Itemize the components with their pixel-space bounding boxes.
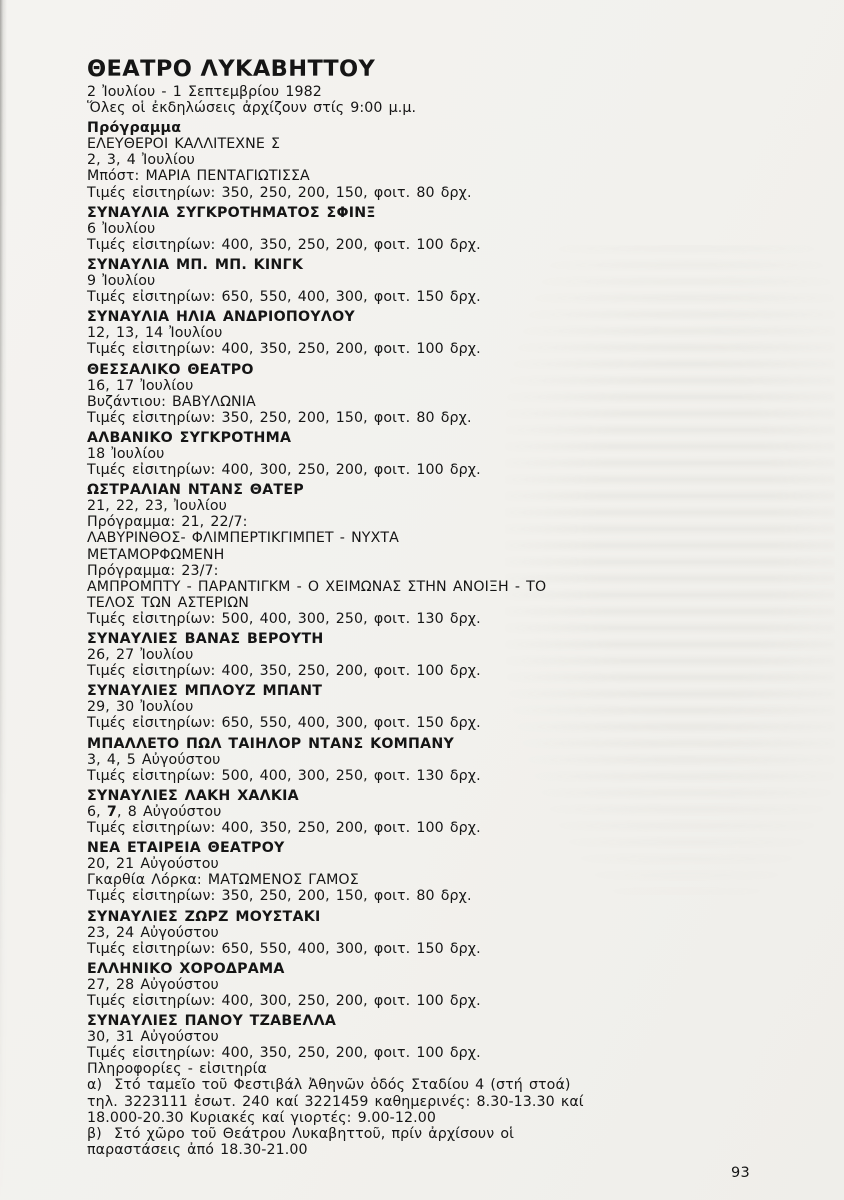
event-line: Βυζάντιου: ΒΑΒΥΛΩΝΙΑ — [87, 393, 256, 410]
event-line: Τιμές εἰσιτηρίων: 400, 350, 250, 200, φοιτ. 100 δρχ. — [87, 1045, 481, 1062]
event-line: Τιμές εἰσιτηρίων: 350, 250, 200, 150, φοιτ. 80 δρχ. — [87, 184, 472, 201]
start-time-note: Ὅλες οἱ ἐκδηλώσεις ἀρχίζουν στίς 9:00 μ.μ. — [87, 100, 417, 117]
event-block — [87, 631, 787, 679]
event-line: Τιμές εἰσιτηρίων: 400, 350, 250, 200, φοιτ. 100 δρχ. — [87, 236, 481, 253]
event-block — [87, 683, 787, 731]
event-title: ΣΥΝΑΥΛΙΕΣ ΠΑΝΟΥ ΤΖΑΒΕΛΛΑ — [87, 1013, 337, 1030]
event-line: Τιμές εἰσιτηρίων: 500, 400, 300, 250, φοιτ. 130 δρχ. — [87, 767, 481, 784]
page-title: ΘΕΑΤΡΟ ΛΥΚΑΒΗΤΤΟΥ — [87, 56, 376, 82]
date-range: 2 Ἰουλίου - 1 Σεπτεμβρίου 1982 — [87, 84, 322, 100]
event-block — [87, 961, 787, 1009]
event-block — [87, 430, 787, 478]
event-title: ΝΕΑ ΕΤΑΙΡΕΙΑ ΘΕΑΤΡΟΥ — [87, 840, 285, 857]
info-line: α) Στό ταμεῖο τοῦ Φεστιβάλ Ἀθηνῶν ὁδός Σταδίου 4 (στή στοά) — [87, 1077, 571, 1094]
text-segment: , 8 Αὐγούστου — [116, 803, 222, 820]
event-line: 16, 17 Ἰουλίου — [87, 377, 194, 394]
info-line: τηλ. 3223111 ἐσωτ. 240 καί 3221459 καθημερινές: 8.30-13.30 καί — [87, 1093, 584, 1110]
event-block — [87, 788, 787, 836]
event-block — [87, 840, 787, 904]
event-line: Τιμές εἰσιτηρίων: 400, 350, 250, 200, φοιτ. 100 δρχ. — [87, 663, 481, 680]
event-block — [87, 257, 787, 305]
bold-text-segment: 7 — [106, 803, 117, 820]
info-line: Πληροφορίες - εἰσιτηρία — [87, 1061, 267, 1078]
event-block — [87, 736, 787, 784]
event-title: ΣΥΝΑΥΛΙΕΣ ΖΩΡΖ ΜΟΥΣΤΑΚΙ — [87, 908, 321, 925]
event-title: ΣΥΝΑΥΛΙΕΣ ΛΑΚΗ ΧΑΛΚΙΑ — [87, 787, 299, 804]
event-line: 26, 27 Ἰουλίου — [87, 647, 194, 664]
events-list — [87, 136, 787, 1061]
event-block — [87, 362, 787, 426]
event-title: ΣΥΝΑΥΛΙΕΣ ΒΑΝΑΣ ΒΕΡΟΥΤΗ — [87, 631, 324, 647]
event-line: ΤΕΛΟΣ ΤΩΝ ΑΣΤΕΡΙΩΝ — [87, 594, 249, 611]
event-line: Τιμές εἰσιτηρίων: 500, 400, 300, 250, φοιτ. 130 δρχ. — [87, 610, 481, 627]
event-line: Πρόγραμμα: 21, 22/7: — [87, 514, 248, 531]
event-block — [87, 136, 787, 200]
event-title: ΕΛΕΥΘΕΡΟΙ ΚΑΛΛΙΤΕΧΝΕ Σ — [87, 136, 281, 153]
event-block — [87, 1013, 787, 1061]
event-line: Τιμές εἰσιτηρίων: 400, 300, 250, 200, φοιτ. 100 δρχ. — [87, 992, 481, 1009]
event-line — [87, 804, 787, 820]
info-section — [87, 1061, 787, 1158]
event-line: 9 Ἰουλίου — [87, 273, 156, 290]
event-line: Τιμές εἰσιτηρίων: 400, 300, 250, 200, φοιτ. 100 δρχ. — [87, 462, 481, 479]
event-line: Γκαρθία Λόρκα: ΜΑΤΩΜΕΝΟΣ ΓΑΜΟΣ — [87, 872, 359, 889]
info-line: 18.000-20.30 Κυριακές καί γιορτές: 9.00-12.00 — [87, 1109, 436, 1126]
event-line: 23, 24 Αὐγούστου — [87, 924, 219, 941]
event-line: Τιμές εἰσιτηρίων: 650, 550, 400, 300, φοιτ. 150 δρχ. — [87, 715, 481, 732]
event-line: 3, 4, 5 Αὐγούστου — [87, 751, 221, 768]
program-heading: Πρόγραμμα — [87, 120, 182, 137]
info-line: παραστάσεις ἀπό 18.30-21.00 — [87, 1141, 308, 1158]
event-block — [87, 205, 787, 253]
event-title: ΑΛΒΑΝΙΚΟ ΣΥΓΚΡΟΤΗΜΑ — [87, 429, 292, 446]
event-title: ΣΥΝΑΥΛΙΑ ΣΥΓΚΡΟΤΗΜΑΤΟΣ ΣΦΙΝΞ — [87, 204, 376, 221]
event-line: 30, 31 Αὐγούστου — [87, 1029, 219, 1046]
event-block — [87, 482, 787, 627]
event-line: 12, 13, 14 Ἰουλίου — [87, 325, 223, 342]
event-line: 27, 28 Αὐγούστου — [87, 976, 219, 993]
event-line: Τιμές εἰσιτηρίων: 400, 350, 250, 200, φοιτ. 100 δρχ. — [87, 341, 481, 358]
program-content — [87, 56, 787, 1158]
event-line: Τιμές εἰσιτηρίων: 400, 350, 250, 200, φοιτ. 100 δρχ. — [87, 820, 481, 837]
scan-edge-artifact — [0, 0, 7, 1200]
event-title: ΩΣΤΡΑΛΙΑΝ ΝΤΑΝΣ ΘΑΤΕΡ — [87, 482, 304, 499]
event-line: Τιμές εἰσιτηρίων: 350, 250, 200, 150, φοιτ. 80 δρχ. — [87, 409, 472, 426]
event-title: ΜΠΑΛΛΕΤΟ ΠΩΛ ΤΑΙΗΛΟΡ ΝΤΑΝΣ ΚΟΜΠΑΝΥ — [87, 735, 455, 752]
event-title: ΣΥΝΑΥΛΙΕΣ ΜΠΛΟΥΖ ΜΠΑΝΤ — [87, 683, 323, 700]
event-line: 20, 21 Αὐγούστου — [87, 856, 219, 873]
event-line: 2, 3, 4 Ἰουλίου — [87, 152, 195, 169]
event-title: ΘΕΣΣΑΛΙΚΟ ΘΕΑΤΡΟ — [87, 361, 254, 378]
event-line: Τιμές εἰσιτηρίων: 650, 550, 400, 300, φοιτ. 150 δρχ. — [87, 289, 481, 306]
info-line: β) Στό χῶρο τοῦ Θεάτρου Λυκαβηττοῦ, πρίν ἀρχίσουν οἱ — [87, 1125, 515, 1142]
event-line: 18 Ἰουλίου — [87, 445, 165, 462]
event-line: Τιμές εἰσιτηρίων: 350, 250, 200, 150, φοιτ. 80 δρχ. — [87, 888, 472, 905]
event-title: ΣΥΝΑΥΛΙΑ ΗΛΙΑ ΑΝΔΡΙΟΠΟΥΛΟΥ — [87, 309, 355, 326]
event-line: ΛΑΒΥΡΙΝΘΟΣ- ΦΛΙΜΠΕΡΤΙΚΓΙΜΠΕΤ - ΝΥΧΤΑ — [87, 530, 399, 547]
event-line: ΑΜΠΡΟΜΠΤΥ - ΠΑΡΑΝΤΙΓΚΜ - Ο ΧΕΙΜΩΝΑΣ ΣΤΗΝ ΑΝΟΙΞΗ - ΤΟ — [87, 578, 547, 595]
event-line: 6 Ἰουλίου — [87, 220, 156, 237]
event-title: ΕΛΛΗΝΙΚΟ ΧΟΡΟΔΡΑΜΑ — [87, 960, 285, 977]
event-block — [87, 309, 787, 357]
event-line: 29, 30 Ἰουλίου — [87, 699, 194, 716]
event-block — [87, 909, 787, 957]
event-line: Τιμές εἰσιτηρίων: 650, 550, 400, 300, φοιτ. 150 δρχ. — [87, 940, 481, 957]
text-segment: 6, — [87, 803, 107, 820]
event-line: Μπόστ: ΜΑΡΙΑ ΠΕΝΤΑΓΙΩΤΙΣΣΑ — [87, 168, 310, 185]
event-line: Πρόγραμμα: 23/7: — [87, 562, 219, 579]
event-title: ΣΥΝΑΥΛΙΑ ΜΠ. ΜΠ. ΚΙΝΓΚ — [87, 256, 304, 273]
event-line: 21, 22, 23, Ἰουλίου — [87, 498, 227, 515]
event-line: ΜΕΤΑΜΟΡΦΩΜΕΝΗ — [87, 546, 225, 563]
page-number: 93 — [731, 1165, 751, 1181]
